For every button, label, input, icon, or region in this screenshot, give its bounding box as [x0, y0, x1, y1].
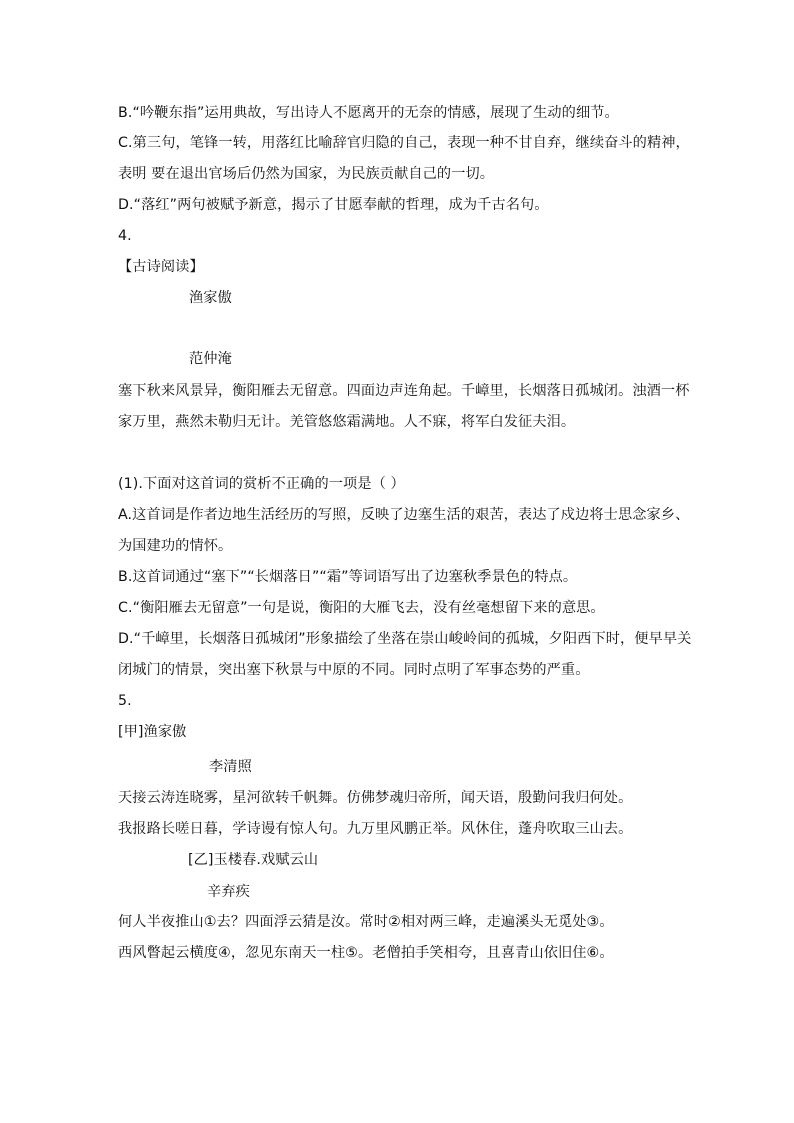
poem-line: 塞下秋来风景异，衡阳雁去无留意。四面边声连角起。千嶂里，长烟落日孤城闭。浊酒一杯: [118, 383, 690, 399]
poem-a-line: 天接云涛连晓雾，星河欲转千帆舞。仿佛梦魂归帝所，闻天语，殷勤问我归何处。: [118, 790, 633, 806]
option-c-text: C.第三句，笔锋一转，用落红比喻辞官归隐的自己，表现一种不甘自弃，继续奋斗的精神，: [118, 135, 690, 151]
poem-b-line: 西风瞥起云横度④，忽见东南天一柱⑤。老僧拍手笑相夸，且喜青山依旧住⑥。: [118, 945, 614, 961]
poem-a-author: 李清照: [209, 759, 252, 775]
poem-b-title: [乙]玉楼春.戏赋云山: [188, 852, 319, 868]
option-c-text-continued: 表明 要在退出官场后仍然为国家，为民族贡献自己的一切。: [118, 166, 495, 182]
poem-b-author: 辛弃疾: [207, 884, 250, 900]
option-b-text: B.“吟鞭东指”运用典故，写出诗人不愿离开的无奈的情感，展现了生动的细节。: [118, 105, 619, 121]
poem-author: 范仲淹: [189, 351, 232, 367]
poem-b-line: 何人半夜推山①去？四面浮云猜是汝。常时②相对两三峰，走遍溪头无觅处③。: [118, 914, 614, 930]
poem-line: 家万里，燕然未勒归无计。羌管悠悠霜满地。人不寐，将军白发征夫泪。: [118, 414, 576, 430]
question-stem: (1).下面对这首词的赏析不正确的一项是（ ）: [118, 476, 405, 492]
section-heading: 【古诗阅读】: [118, 259, 204, 275]
question-number-5: 5.: [118, 693, 132, 709]
option-c-text: C.“衡阳雁去无留意”一句是说，衡阳的大雁飞去，没有丝毫想留下来的意思。: [118, 600, 605, 616]
poem-a-line: 我报路长嗟日暮，学诗谩有惊人句。九万里风鹏正举。风休住，蓬舟吹取三山去。: [118, 821, 633, 837]
option-b-text: B.这首词通过“塞下”“长烟落日”“霜”等词语写出了边塞秋季景色的特点。: [118, 569, 578, 585]
poem-title: 渔家傲: [189, 290, 232, 306]
question-number-4: 4.: [118, 228, 132, 244]
option-a-text-continued: 为国建功的情怀。: [118, 538, 233, 554]
poem-a-title: [甲]渔家傲: [118, 724, 187, 740]
option-a-text: A.这首词是作者边地生活经历的写照，反映了边塞生活的艰苦，表达了戍边将士思念家乡、: [118, 507, 690, 523]
option-d-text: D.“落红”两句被赋予新意，揭示了甘愿奉献的哲理，成为千古名句。: [118, 197, 549, 213]
option-d-text: D.“千嶂里，长烟落日孤城闭”形象描绘了坐落在崇山峻岭间的孤城，夕阳西下时，便早早关: [118, 631, 692, 647]
option-d-text-continued: 闭城门的情景，突出塞下秋景与中原的不同。同时点明了军事态势的严重。: [118, 662, 590, 678]
